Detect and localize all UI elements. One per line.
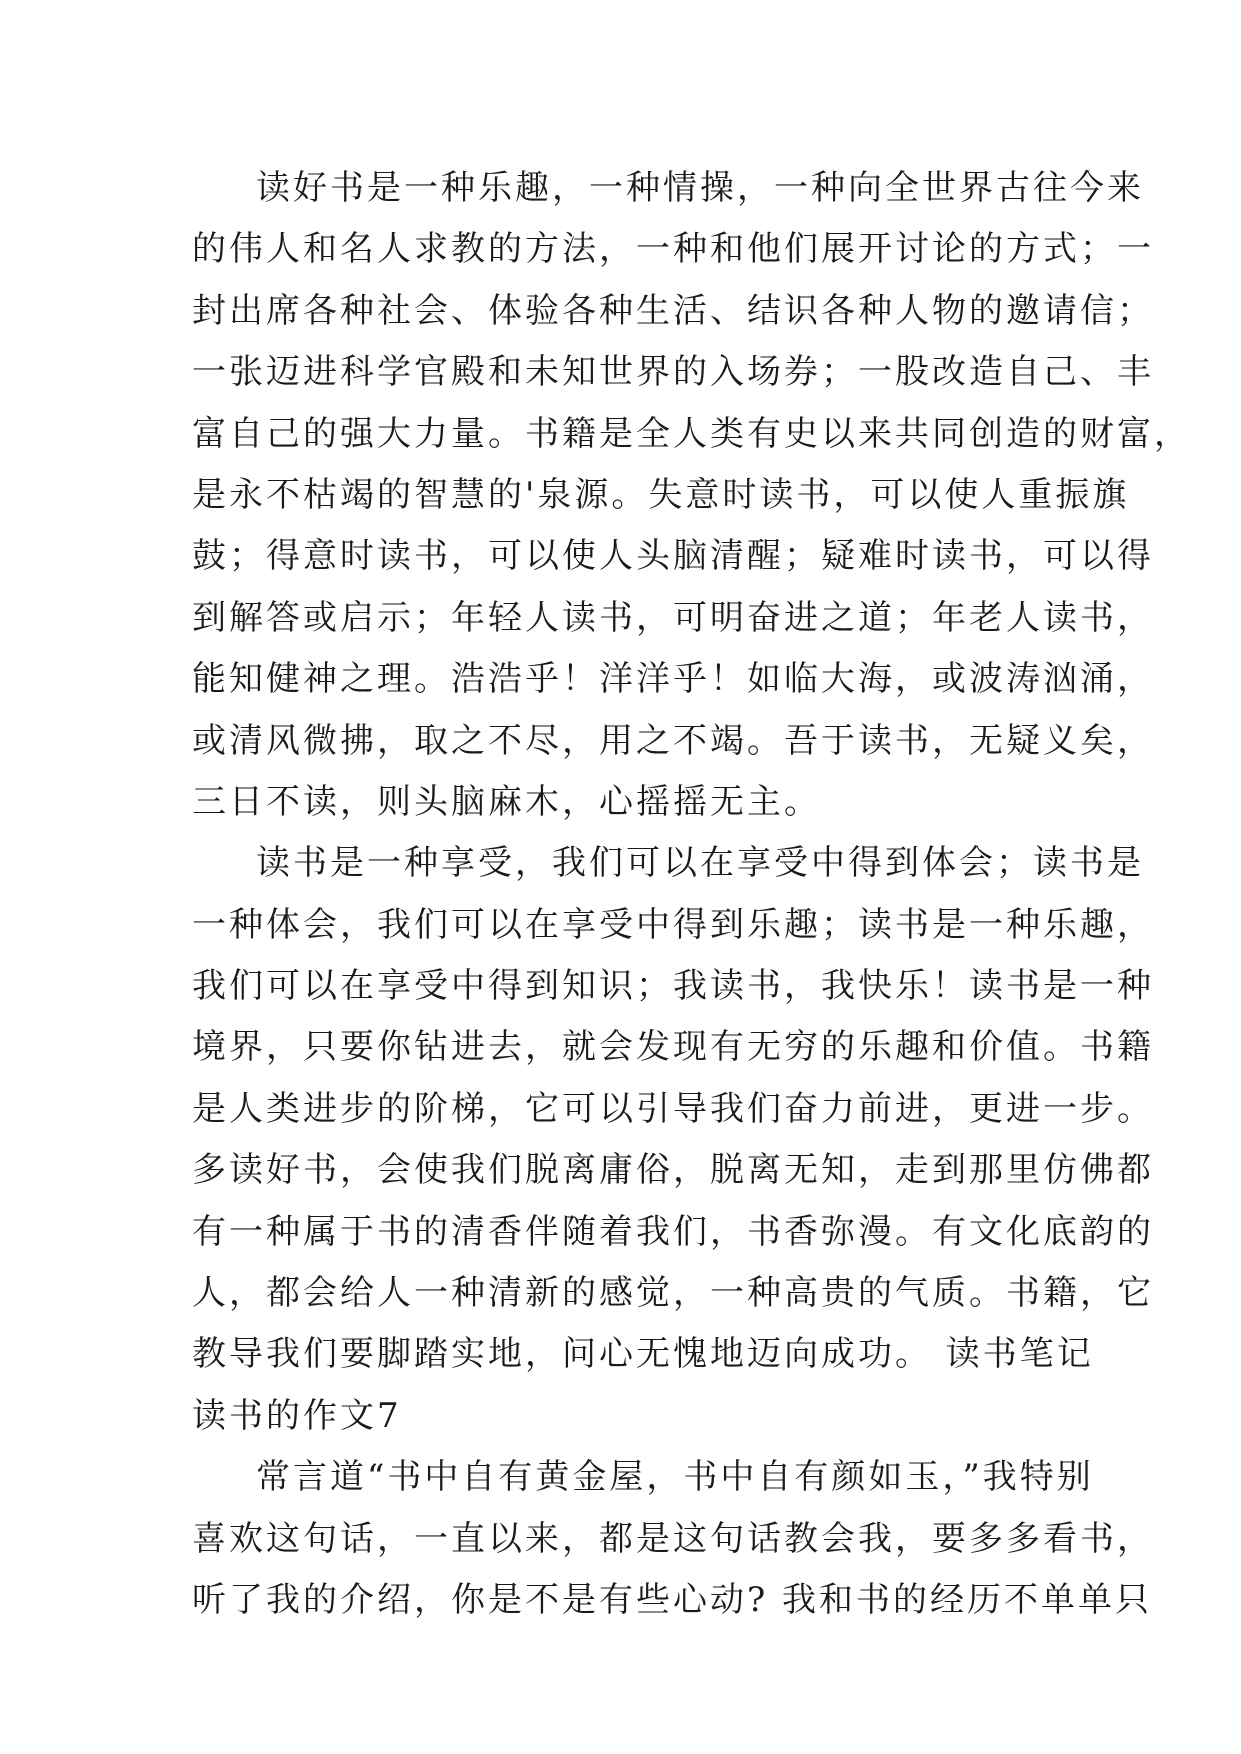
- paragraph-1-line-3: 封出席各种社会、体验各种生活、结识各种人物的邀请信；: [192, 290, 1154, 331]
- paragraph-2-line-9: 教导我们要脚踏实地，问心无愧地迈向成功。 读书笔记: [192, 1334, 1094, 1375]
- paragraph-2-line-7: 有一种属于书的清香伴随着我们，书香弥漫。有文化底韵的: [192, 1211, 1154, 1252]
- paragraph-1-line-10: 或清风微拂，取之不尽，用之不竭。吾于读书，无疑义矣，: [192, 720, 1154, 761]
- paragraph-2-line-4: 境界，只要你钻进去，就会发现有无穷的乐趣和价值。书籍: [192, 1027, 1154, 1068]
- paragraph-1-line-8: 到解答或启示；年轻人读书，可明奋进之道；年老人读书，: [192, 597, 1154, 638]
- paragraph-1-line-5: 富自己的强大力量。书籍是全人类有史以来共同创造的财富，: [192, 413, 1191, 454]
- paragraph-2-line-1: 读书是一种享受，我们可以在享受中得到体会；读书是: [256, 843, 1144, 884]
- paragraph-3-line-2: 喜欢这句话，一直以来，都是这句话教会我，要多多看书，: [192, 1518, 1154, 1559]
- paragraph-2-line-5: 是人类进步的阶梯，它可以引导我们奋力前进，更进一步。: [192, 1088, 1154, 1129]
- paragraph-1-line-2: 的伟人和名人求教的方法，一种和他们展开讨论的方式；一: [192, 229, 1154, 270]
- section-heading: 读书的作文7: [192, 1395, 402, 1436]
- paragraph-1-line-9: 能知健神之理。浩浩乎！洋洋乎！如临大海，或波涛汹涌，: [192, 659, 1154, 700]
- document-body: [192, 158, 1191, 1631]
- paragraph-2-line-3: 我们可以在享受中得到知识；我读书，我快乐！读书是一种: [192, 966, 1154, 1007]
- paragraph-1-line-6: 是永不枯竭的智慧的'泉源。失意时读书，可以使人重振旗: [192, 474, 1130, 515]
- paragraph-2-line-6: 多读好书，会使我们脱离庸俗，脱离无知，走到那里仿佛都: [192, 1150, 1154, 1191]
- paragraph-1-line-1: 读好书是一种乐趣，一种情操，一种向全世界古往今来: [256, 168, 1144, 208]
- paragraph-2-line-2: 一种体会，我们可以在享受中得到乐趣；读书是一种乐趣，: [192, 904, 1154, 945]
- paragraph-1-line-4: 一张迈进科学官殿和未知世界的入场券；一股改造自己、丰: [192, 352, 1154, 393]
- paragraph-3-line-1: 常言道“书中自有黄金屋，书中自有颜如玉，”我特别: [256, 1457, 1094, 1498]
- paragraph-1-line-11: 三日不读，则头脑麻木，心摇摇无主。: [192, 781, 821, 822]
- paragraph-3-line-3: 听了我的介绍，你是不是有些心动? 我和书的经历不单单只: [192, 1579, 1153, 1620]
- paragraph-2-line-8: 人，都会给人一种清新的感觉，一种高贵的气质。书籍，它: [192, 1273, 1154, 1314]
- paragraph-1-line-7: 鼓；得意时读书，可以使人头脑清醒；疑难时读书，可以得: [192, 536, 1154, 577]
